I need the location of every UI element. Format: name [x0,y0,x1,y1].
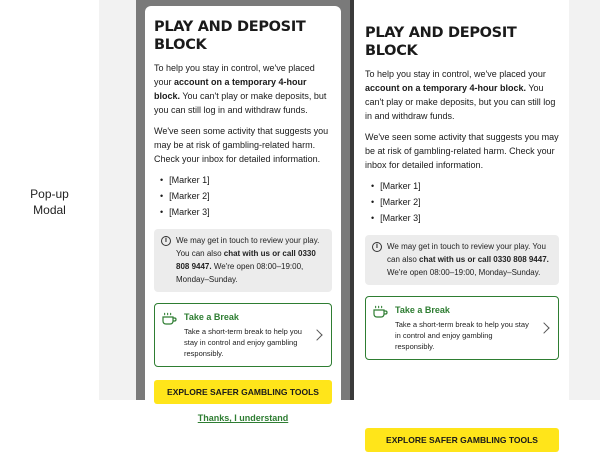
block-notice-text: To help you stay in control, we've placed your [154,63,315,87]
variant-label-line2: Modal [33,203,66,217]
block-notice-paragraph [365,67,559,123]
marker-list [365,178,559,226]
variant-label-line1: Pop-up [30,187,69,201]
info-icon: i [161,236,171,246]
marker-list [154,172,332,220]
info-icon: i [372,242,382,252]
contact-info-suffix: We're open 08:00–19:00, Monday–Sunday. [387,268,541,277]
contact-info-box [154,229,332,292]
list-item: • [Marker 3] [160,204,332,220]
variant-label [0,186,99,218]
list-item: • [Marker 2] [160,188,332,204]
take-a-break-card[interactable] [365,296,559,360]
contact-info-prefix: We may get in touch to review your play. You can also [176,236,320,258]
contact-info-prefix: We may get in touch to review your play. You can also [387,242,546,264]
panel-title: PLAY AND DEPOSIT BLOCK [365,25,517,59]
take-a-break-title: Take a Break [395,305,450,315]
contact-info-box [365,235,559,285]
take-a-break-card[interactable] [154,303,332,367]
take-a-break-body [184,311,306,359]
coffee-cup-icon [372,305,388,319]
block-notice-bold: account on a temporary 4-hour block. [365,83,527,93]
take-a-break-body [395,304,533,352]
play-deposit-block-modal [145,6,341,423]
contact-info-suffix: We're open 08:00–19:00, Monday–Sunday. [176,262,304,284]
block-notice-text: To help you stay in control, we've placed your [365,69,546,79]
risk-paragraph: We've seen some activity that suggests you may be at risk of gambling-related harm. Check your inbox for detailed information. [365,132,559,170]
chevron-right-icon [311,329,322,340]
block-notice-bold: account on a temporary 4-hour block. [154,77,307,101]
take-a-break-title: Take a Break [184,312,239,322]
list-item: • [Marker 3] [371,210,559,226]
take-a-break-description: Take a short-term break to help you stay in control and enjoy gambling responsibly. [395,320,529,351]
contact-info-bold: chat with us or call 0330 808 9447. [419,255,549,264]
list-item: • [Marker 2] [371,194,559,210]
play-deposit-block-panel [355,6,569,445]
list-item: • [Marker 1] [371,178,559,194]
thanks-understand-link[interactable]: Thanks, I understand [197,413,289,423]
chevron-right-icon [538,322,549,333]
canvas-gutter-right [569,0,600,400]
take-a-break-description: Take a short-term break to help you stay in control and enjoy gambling responsibly. [184,327,302,358]
block-notice-paragraph [154,61,332,117]
coffee-cup-icon [161,312,177,326]
explore-safer-gambling-button[interactable]: EXPLORE SAFER GAMBLING TOOLS [154,380,332,404]
contact-info-bold: chat with us or call 0330 808 9447. [176,249,316,271]
frame-divider [350,0,354,400]
contact-info-text [176,234,325,286]
block-notice-suffix: You can't play or make deposits, but you can still log in and withdraw funds. [154,91,327,115]
canvas-gutter [99,0,136,400]
block-notice-suffix: You can't play or make deposits, but you can still log in and withdraw funds. [365,83,556,121]
contact-info-text [387,240,552,279]
explore-safer-gambling-button[interactable]: EXPLORE SAFER GAMBLING TOOLS [365,428,559,452]
variant-label-panel [0,0,99,400]
list-item: • [Marker 1] [160,172,332,188]
risk-paragraph: We've seen some activity that suggests you may be at risk of gambling-related harm. Check your inbox for detailed information. [154,126,329,164]
modal-title: PLAY AND DEPOSIT BLOCK [154,19,306,53]
